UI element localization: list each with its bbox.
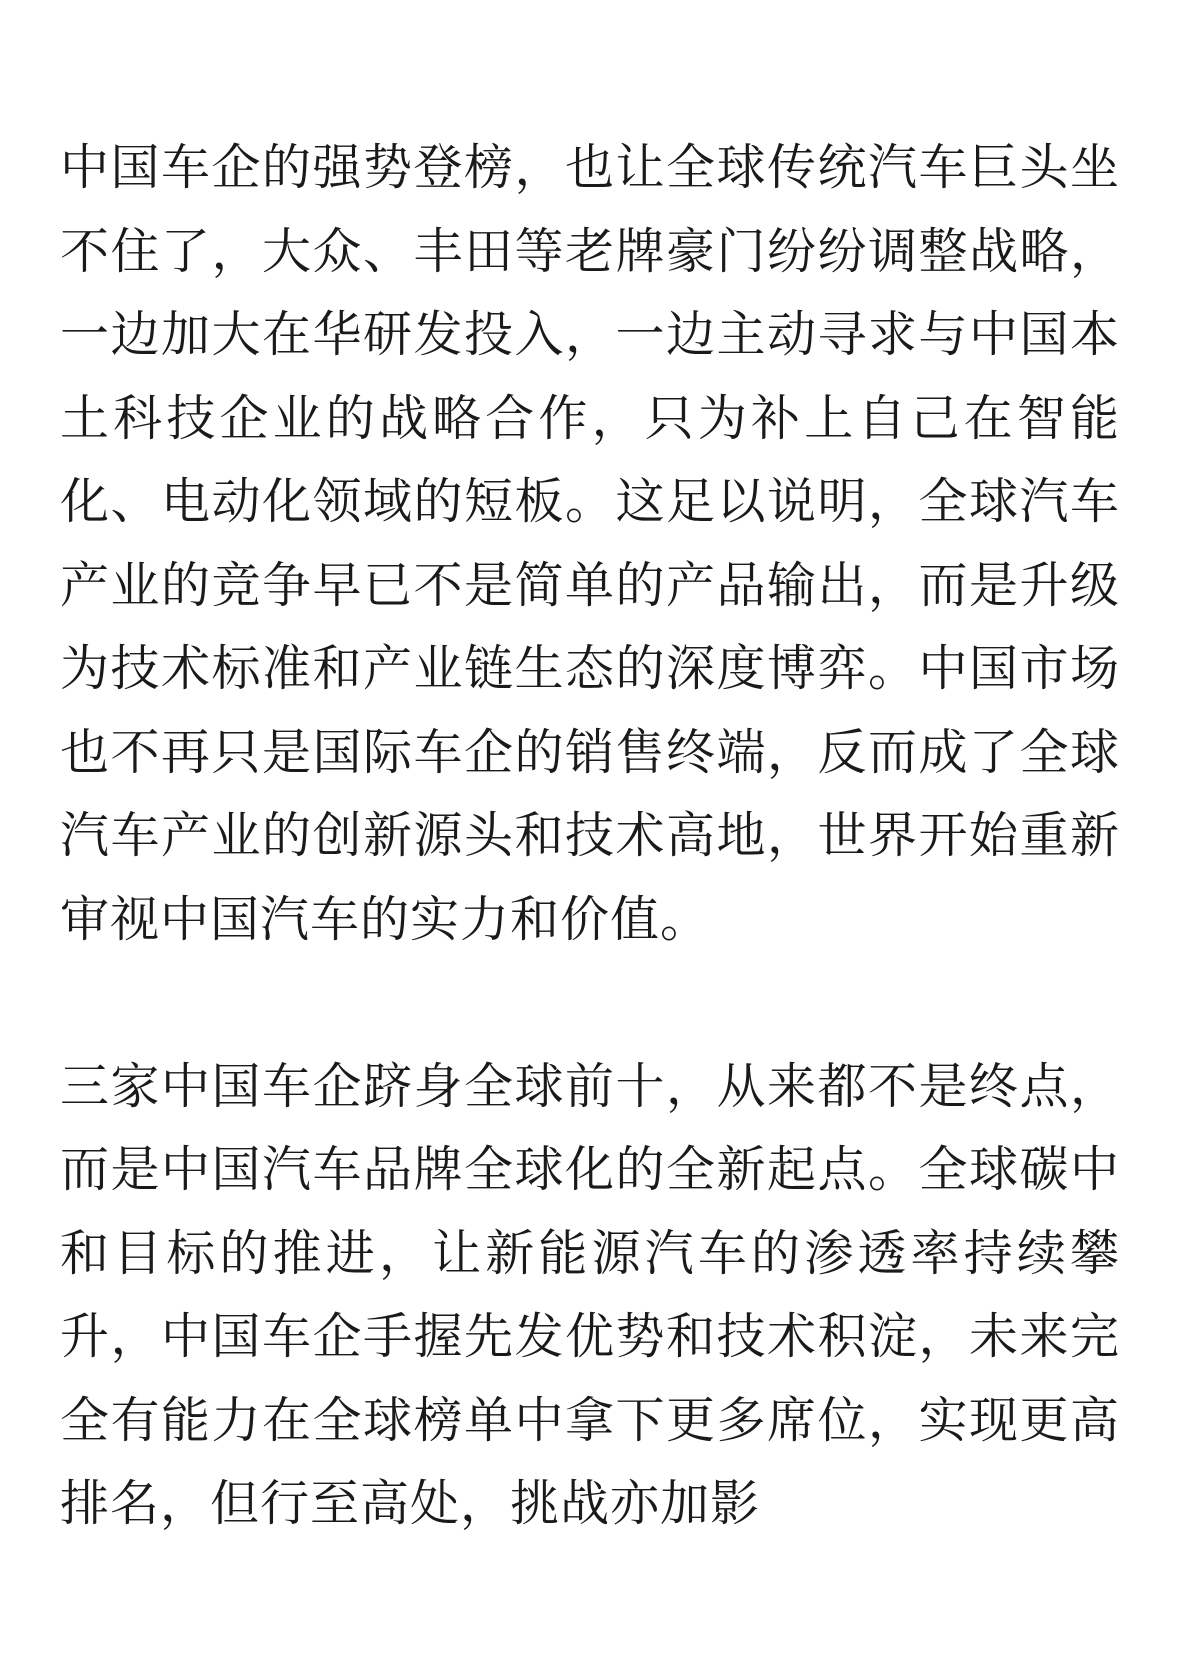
article-paragraph: 三家中国车企跻身全球前十，从来都不是终点，而是中国汽车品牌全球化的全新起点。全球碳中和目标的推进，让新能源汽车的渗透率持续攀升，中国车企手握先发优势和技术积淀，未来完全有能力在全球榜单中拿下更多席位，实现更高排名，但行至高处，挑战亦加影 <box>60 1057 1120 1532</box>
article-paragraph: 中国车企的强势登榜，也让全球传统汽车巨头坐不住了，大众、丰田等老牌豪门纷纷调整战略，一边加大在华研发投入，一边主动寻求与中国本土科技企业的战略合作，只为补上自己在智能化、电动化领域的短板。这足以说明，全球汽车产业的竞争早已不是简单的产品输出，而是升级为技术标准和产业链生态的深度博弈。中国市场也不再只是国际车企的销售终端，反而成了全球汽车产业的创新源头和技术高地，世界开始重新审视中国汽车的实力和价值。 <box>60 139 1120 948</box>
article-body <box>60 126 1120 1546</box>
